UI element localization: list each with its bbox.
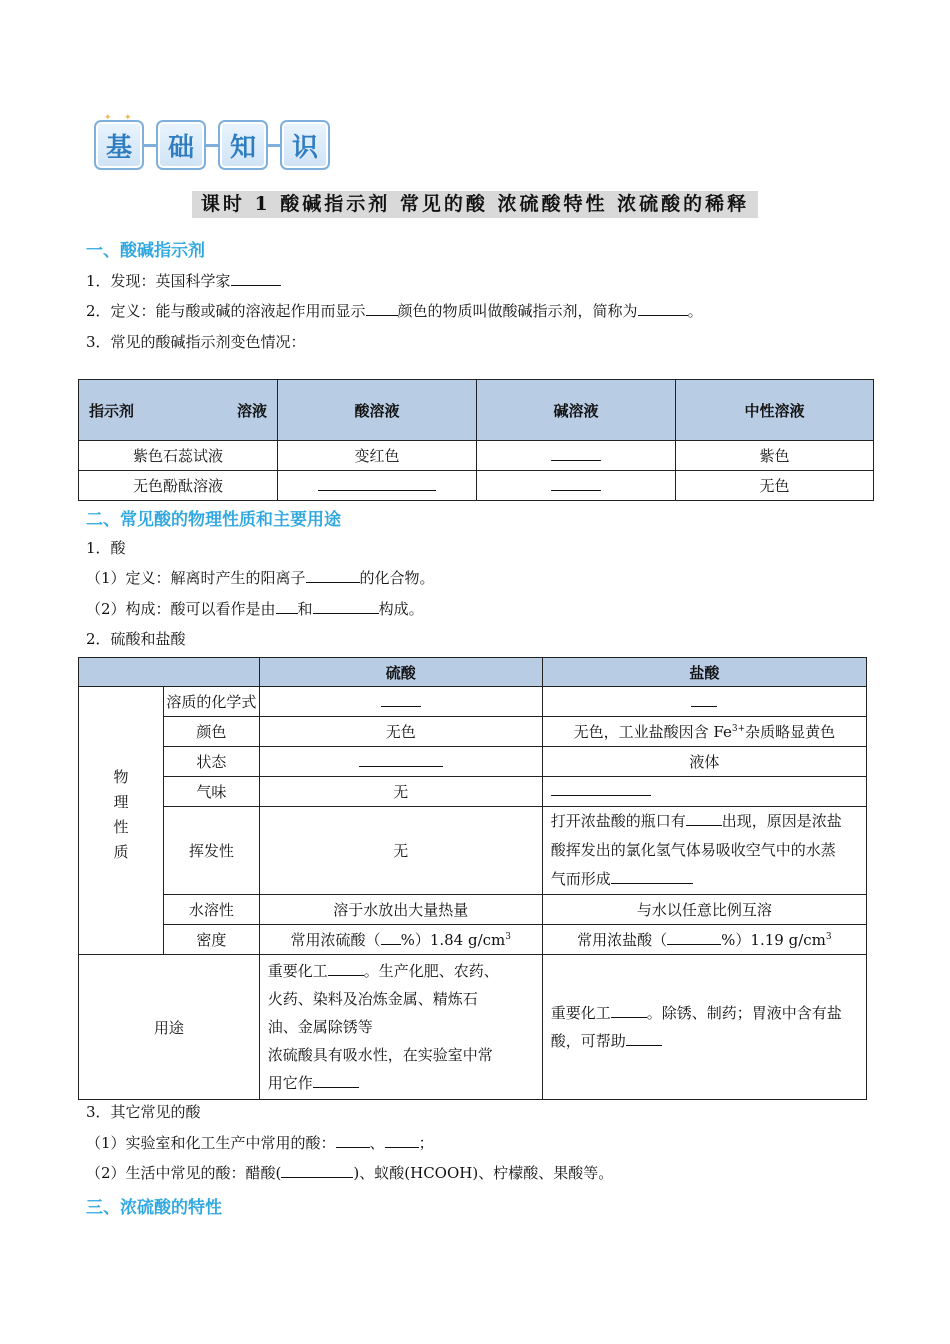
- banner-connector: [206, 144, 218, 147]
- text-line: 3．常见的酸碱指示剂变色情况：: [86, 333, 306, 351]
- text-line: （1）定义：解离时产生的阳离子 的化合物。: [86, 569, 435, 587]
- indicator-table: [78, 379, 874, 501]
- answer-blank[interactable]: [281, 1163, 353, 1178]
- banner-connector: [144, 144, 156, 147]
- table-row: 颜色 无色 无色，工业盐酸因含 $Fe^{3+}$杂质略显黄色: [79, 717, 867, 747]
- answer-blank[interactable]: [611, 869, 693, 884]
- answer-blank[interactable]: [313, 599, 379, 614]
- banner-tile: 基: [94, 120, 144, 170]
- table-row: 密度 常用浓硫酸（ %）1.84 $g/cm^3$ 常用浓盐酸（ %）1.19 $g/cm^3$: [79, 925, 867, 955]
- answer-blank[interactable]: [306, 568, 360, 583]
- banner-connector: [268, 144, 280, 147]
- answer-blank[interactable]: [328, 961, 364, 976]
- text-line: 1．酸: [86, 539, 126, 557]
- text-line: （2）生活中常见的酸：醋酸( )、蚁酸(HCOOH)、柠檬酸、果酸等。: [86, 1164, 614, 1182]
- group-label: 物理性质: [111, 768, 130, 869]
- sparkle-icon: ✦: [124, 113, 132, 123]
- banner-tile: 识: [280, 120, 330, 170]
- table-header: 指示剂 溶液: [79, 380, 278, 441]
- answer-blank[interactable]: [638, 301, 688, 316]
- section-heading-1: 一、酸碱指示剂: [86, 241, 205, 261]
- table-row: 用途 重要化工 。生产化肥、农药、 火药、染料及冶炼金属、精炼石 油、金属除锈等 浓硫酸具有吸水性，在实验室中常 用它作 重要化工 。除锈、制药；胃液中含有盐 酸，可帮助: [79, 955, 867, 1100]
- answer-blank[interactable]: [611, 1003, 647, 1018]
- answer-blank[interactable]: [318, 476, 436, 491]
- answer-blank[interactable]: [381, 692, 421, 707]
- section-heading-2: 二、常见酸的物理性质和主要用途: [86, 510, 341, 530]
- section-heading-3: 三、浓硫酸的特性: [86, 1198, 222, 1218]
- table-row: 无色酚酞溶液 无色: [79, 471, 874, 501]
- text-line: （2）构成：酸可以看作是由 和 构成。: [86, 600, 424, 618]
- sparkle-icon: ✦: [104, 113, 112, 123]
- text-line: 3．其它常见的酸: [86, 1103, 201, 1121]
- table-row: 紫色石蕊试液 变红色 紫色: [79, 441, 874, 471]
- answer-blank[interactable]: [686, 811, 722, 826]
- answer-blank[interactable]: [366, 301, 398, 316]
- answer-blank[interactable]: [381, 930, 401, 945]
- answer-blank[interactable]: [385, 1133, 419, 1148]
- table-header: 硫酸: [259, 658, 542, 687]
- answer-blank[interactable]: [359, 752, 443, 767]
- table-header: 盐酸: [542, 658, 866, 687]
- answer-blank[interactable]: [551, 781, 651, 796]
- answer-blank[interactable]: [313, 1073, 359, 1088]
- text-line: （1）实验室和化工生产中常用的酸： 、 ；: [86, 1134, 434, 1152]
- table-header: 中性溶液: [676, 380, 874, 441]
- answer-blank[interactable]: [691, 692, 717, 707]
- table-row: 挥发性 无 打开浓盐酸的瓶口有 出现，原因是浓盐 酸挥发出的氯化氢气体易吸收空气中的水蒸 气而形成: [79, 807, 867, 895]
- text-line: 2．硫酸和盐酸: [86, 630, 186, 648]
- banner-tile: 知: [218, 120, 268, 170]
- answer-blank[interactable]: [551, 476, 601, 491]
- text-line: 1．发现：英国科学家: [86, 270, 281, 291]
- table-row: 水溶性 溶于水放出大量热量 与水以任意比例互溶: [79, 895, 867, 925]
- acid-properties-table: [78, 657, 867, 1100]
- table-header: 碱溶液: [477, 380, 676, 441]
- section-banner: [94, 113, 330, 171]
- table-row: 气味 无: [79, 777, 867, 807]
- answer-blank[interactable]: [231, 271, 281, 286]
- answer-blank[interactable]: [336, 1133, 370, 1148]
- banner-tile: 础: [156, 120, 206, 170]
- text-line: 2．定义：能与酸或碱的溶液起作用而显示 颜色的物质叫做酸碱指示剂，简称为 。: [86, 302, 703, 320]
- table-header: 酸溶液: [278, 380, 477, 441]
- table-row: 状态 液体: [79, 747, 867, 777]
- answer-blank[interactable]: [276, 599, 298, 614]
- table-row: 物理性质 溶质的化学式: [79, 687, 867, 717]
- answer-blank[interactable]: [626, 1031, 662, 1046]
- page-title: 课时 1 酸碱指示剂 常见的酸 浓硫酸特性 浓硫酸的稀释: [192, 191, 758, 218]
- answer-blank[interactable]: [667, 930, 721, 945]
- answer-blank[interactable]: [551, 446, 601, 461]
